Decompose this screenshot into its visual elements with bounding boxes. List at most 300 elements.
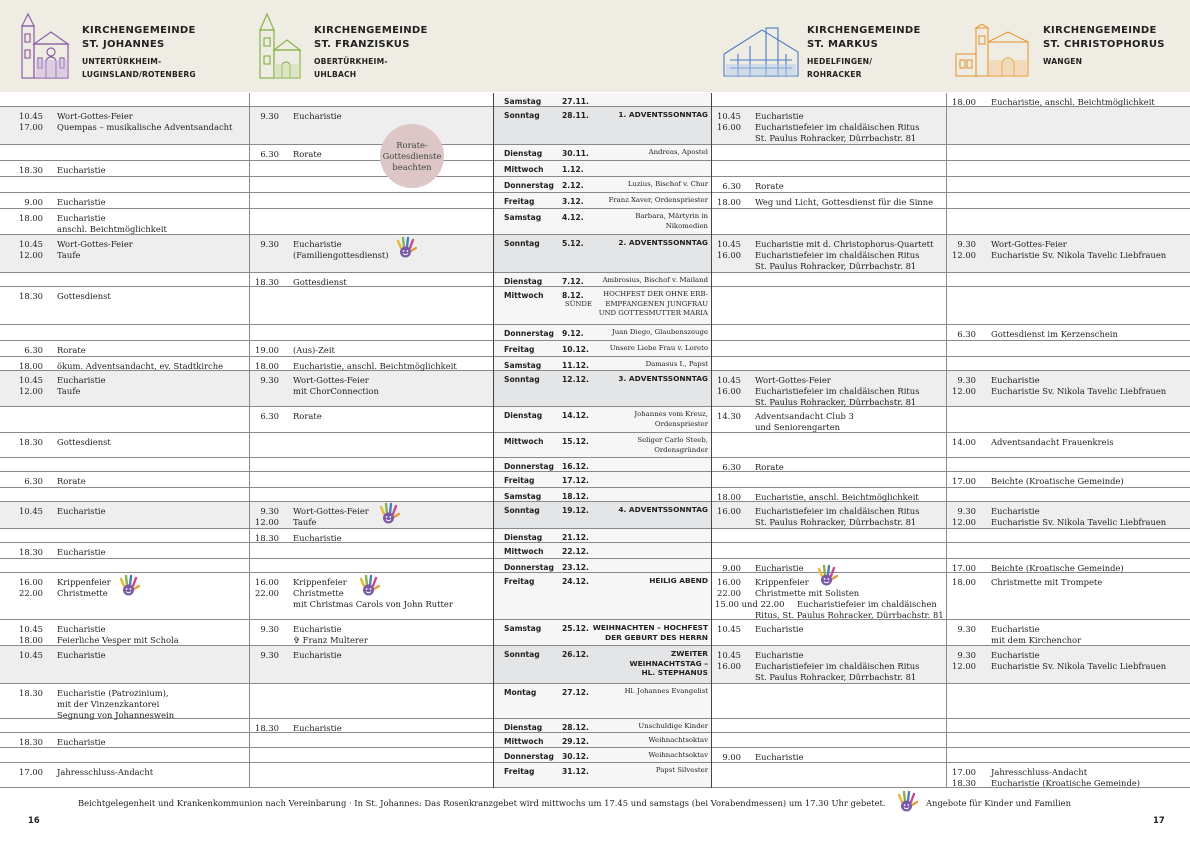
event-title: Eucharistie mit d. Christophorus-Quartett (755, 239, 934, 249)
event-time: 18.00 (19, 213, 43, 223)
feast-label: Juan Diego, Glaubenszeuge (611, 328, 708, 336)
table-cell (947, 684, 1190, 718)
weekday-label: Sonntag (504, 650, 540, 659)
event-title: Gottesdienst (293, 277, 347, 287)
table-row (0, 684, 1190, 719)
parish-title-line1: KIRCHENGEMEINDE (807, 25, 921, 36)
family-hand-icon (378, 502, 400, 524)
table-row (0, 341, 1190, 357)
table-cell (712, 719, 946, 732)
event-title: St. Paulus Rohracker, Dürrbachstr. 81 (755, 261, 917, 271)
event-title: St. Paulus Rohracker, Dürrbachstr. 81 (755, 672, 917, 682)
table-cell (712, 325, 946, 340)
table-cell (250, 341, 493, 356)
event-title: Rorate (57, 345, 86, 355)
date-label: 19.12. (562, 506, 589, 515)
table-row (0, 407, 1190, 433)
weekday-label: Montag (504, 688, 537, 697)
table-cell (712, 458, 946, 471)
table-cell (947, 733, 1190, 747)
table-row (0, 177, 1190, 193)
event-time: 22.00 (255, 588, 279, 598)
event-title: Rorate (57, 476, 86, 486)
feast-label: WEIHNACHTEN – HOCHFEST (592, 623, 708, 632)
event-time: 9.30 (957, 650, 976, 660)
table-cell (712, 93, 946, 106)
date-label: 23.12. (562, 563, 589, 572)
table-cell (947, 145, 1190, 160)
event-time: 18.30 (19, 737, 43, 747)
table-cell (0, 529, 249, 542)
table-cell (250, 646, 493, 683)
event-title: Eucharistie (755, 624, 804, 634)
event-title: Adventsandacht Frauenkreis (991, 437, 1114, 447)
weekday-label: Dienstag (504, 411, 543, 420)
table-cell (250, 433, 493, 457)
event-title: Eucharistie (57, 547, 106, 557)
table-row (0, 458, 1190, 472)
event-title: Wort-Gottes-Feier (57, 111, 133, 121)
event-time: 9.00 (722, 752, 741, 762)
family-hand-icon (816, 564, 838, 586)
table-cell (250, 684, 493, 718)
feast-label: 1. ADVENTSSONNTAG (618, 110, 708, 119)
event-time: 6.30 (24, 345, 43, 355)
table-row (0, 620, 1190, 646)
parish-title-line1: KIRCHENGEMEINDE (1043, 25, 1157, 36)
event-title: Wort-Gottes-Feier (293, 506, 369, 516)
event-time: 18.00 (19, 635, 43, 645)
weekday-label: Donnerstag (504, 563, 554, 572)
table-cell (250, 161, 493, 176)
event-time: 10.45 (717, 239, 741, 249)
event-title: Eucharistiefeier im chaldäischen Ritus (755, 661, 920, 671)
event-time: 16.00 (717, 506, 741, 516)
footer-note: Beichtgelegenheit und Krankenkommunion nach Vereinbarung · In St. Johannes: Das Rosenkranzgebet wird mittwochs um 17.45 und samstags (bei Vorabendmessen) um 17.30 Uhr gebetet. (78, 798, 886, 808)
feast-label: ZWEITER (670, 649, 708, 658)
table-cell (0, 458, 249, 471)
event-title: Eucharistie (293, 239, 342, 249)
event-title: ✞ Franz Multerer (293, 635, 368, 645)
date-label: 24.12. (562, 577, 589, 586)
table-cell (947, 341, 1190, 356)
table-cell (0, 325, 249, 340)
date-label: 8.12. (562, 291, 584, 300)
table-cell (250, 502, 493, 528)
feast-label: Weihnachtsoktav (648, 736, 708, 744)
event-time: 9.30 (957, 624, 976, 634)
event-title: Adventsandacht Club 3 (755, 411, 854, 421)
feast-label: DER GEBURT DES HERRN (604, 632, 708, 642)
weekday-label: Freitag (504, 197, 535, 206)
event-title: Gottesdienst (57, 437, 111, 447)
parish-district: WANGEN (1043, 57, 1083, 66)
date-label: 11.12. (562, 361, 589, 370)
feast-label: Papst Silvester (655, 766, 708, 774)
event-time: 10.45 (717, 375, 741, 385)
event-time: 9.00 (24, 197, 43, 207)
family-hand-icon (896, 790, 918, 812)
date-label: 27.12. (562, 688, 589, 697)
parish-title-line2: ST. CHRISTOPHORUS (1043, 39, 1165, 50)
table-cell (712, 733, 946, 747)
feast-label: Unsere Liebe Frau v. Loreto (609, 344, 708, 352)
table-cell (947, 287, 1190, 324)
table-row (0, 287, 1190, 325)
table-cell (250, 719, 493, 732)
event-title: Eucharistie (57, 650, 106, 660)
event-time: 9.30 (260, 239, 279, 249)
event-title: (Familiengottesdienst) (293, 250, 389, 260)
event-time: 6.30 (260, 149, 279, 159)
event-time: 12.00 (19, 386, 43, 396)
event-time: 18.30 (19, 165, 43, 175)
event-time: 18.00 (952, 577, 976, 587)
church-st-franziskus-icon (254, 12, 302, 80)
event-title: Eucharistie, anschl. Beichtmöglichkeit (755, 492, 919, 502)
event-time: 6.30 (24, 476, 43, 486)
table-cell (947, 748, 1190, 762)
event-time: 6.30 (957, 329, 976, 339)
event-time: 9.30 (957, 506, 976, 516)
event-time: 17.00 (19, 767, 43, 777)
event-time: 10.45 (19, 375, 43, 385)
rorate-badge: Rorate- Gottesdienste beachten (380, 124, 444, 188)
date-label: 5.12. (562, 239, 584, 248)
weekday-label: Mittwoch (504, 737, 544, 746)
date-label: 12.12. (562, 375, 589, 384)
event-title: Wort-Gottes-Feier (293, 375, 369, 385)
table-row (0, 193, 1190, 209)
column-divider (249, 93, 250, 788)
event-title: Eucharistie (57, 197, 106, 207)
table-cell (712, 145, 946, 160)
event-time: 16.00 (717, 661, 741, 671)
parish-district: UNTERTÜRKHEIM- LUGINSLAND/ROTENBERG (82, 57, 196, 79)
table-cell (250, 543, 493, 558)
event-time: 6.30 (722, 181, 741, 191)
table-cell (712, 287, 946, 324)
table-cell (250, 177, 493, 192)
column-divider (711, 93, 712, 788)
family-hand-icon (395, 236, 417, 258)
table-cell (0, 145, 249, 160)
event-time: 18.30 (255, 277, 279, 287)
weekday-label: Dienstag (504, 723, 543, 732)
event-title: Wort-Gottes-Feier (57, 239, 133, 249)
event-time: 17.00 (952, 563, 976, 573)
feast-label: WEIHNACHTSTAG – (629, 658, 708, 668)
event-title: Eucharistie (57, 737, 106, 747)
table-cell (0, 488, 249, 501)
parish-district: HEDELFINGEN/ ROHRACKER (807, 57, 873, 79)
event-title: Eucharistie (991, 650, 1040, 660)
event-title: Christmette mit Solisten (755, 588, 860, 598)
date-label: 28.12. (562, 723, 589, 732)
date-label: 4.12. (562, 213, 584, 222)
event-title: Segnung von Johanneswein (57, 710, 175, 720)
date-label: 18.12. (562, 492, 589, 501)
date-label: 17.12. (562, 476, 589, 485)
event-title: Jahresschluss-Andacht (57, 767, 154, 777)
table-row (0, 325, 1190, 341)
parish-title-line2: ST. JOHANNES (82, 39, 165, 50)
date-label: 14.12. (562, 411, 589, 420)
table-cell (712, 748, 946, 762)
event-title: Christmette (293, 588, 344, 598)
weekday-label: Freitag (504, 345, 535, 354)
event-title: St. Paulus Rohracker, Dürrbachstr. 81 (755, 133, 917, 143)
table-cell (250, 407, 493, 432)
event-title: St. Paulus Rohracker, Dürrbachstr. 81 (755, 397, 917, 407)
table-row (0, 559, 1190, 573)
event-time: 12.00 (255, 517, 279, 527)
date-label: 16.12. (562, 462, 589, 471)
event-title: (Aus)-Zeit (293, 345, 335, 355)
table-cell (250, 145, 493, 160)
date-label: 2.12. (562, 181, 584, 190)
event-title: Jahresschluss-Andacht (991, 767, 1088, 777)
event-title: Krippenfeier (57, 577, 111, 587)
event-title: Eucharistiefeier im chaldäischen Ritus (755, 122, 920, 132)
table-cell (947, 209, 1190, 234)
feast-label: Andreas, Apostel (648, 148, 708, 156)
feast-label: Weihnachtsoktav (648, 751, 708, 759)
table-cell (250, 287, 493, 324)
table-cell (712, 529, 946, 542)
event-title: Eucharistie (755, 111, 804, 121)
table-cell (712, 161, 946, 176)
table-cell (250, 488, 493, 501)
event-title: Eucharistie (991, 506, 1040, 516)
event-title: Eucharistie (293, 111, 342, 121)
weekday-label: Samstag (504, 361, 542, 370)
date-label: 26.12. (562, 650, 589, 659)
event-title: Eucharistie (57, 165, 106, 175)
weekday-label: Freitag (504, 767, 535, 776)
column-divider (946, 93, 947, 788)
event-time: 17.00 (19, 122, 43, 132)
parish-st-markus (807, 24, 921, 81)
event-title: Taufe (293, 517, 317, 527)
event-title: anschl. Beichtmöglichkeit (57, 224, 167, 234)
table-cell (712, 209, 946, 234)
event-title: Eucharistie (57, 213, 106, 223)
table-row (0, 161, 1190, 177)
feast-label: Ordensgründer (654, 445, 708, 454)
date-label: 7.12. (562, 277, 584, 286)
parish-st-franziskus (314, 24, 428, 81)
date-label: 3.12. (562, 197, 584, 206)
event-title: Eucharistie, anschl. Beichtmöglichkeit (991, 97, 1155, 107)
event-time: 14.00 (952, 437, 976, 447)
table-cell (947, 407, 1190, 432)
feast-label: 4. ADVENTSSONNTAG (618, 505, 708, 514)
event-time: 16.00 (255, 577, 279, 587)
table-cell (712, 273, 946, 286)
table-row (0, 472, 1190, 488)
event-time: 9.30 (957, 375, 976, 385)
table-cell (250, 763, 493, 787)
event-title: mit Christmas Carols von John Rutter (293, 599, 453, 609)
table-cell (947, 273, 1190, 286)
date-label: 28.11. (562, 111, 589, 120)
weekday-label: Donnerstag (504, 181, 554, 190)
event-time: 9.30 (957, 239, 976, 249)
weekday-label: Sonntag (504, 111, 540, 120)
table-cell (250, 107, 493, 144)
weekday-label: Sonntag (504, 239, 540, 248)
event-time: 10.45 (19, 624, 43, 634)
table-cell (0, 748, 249, 762)
table-cell (947, 719, 1190, 732)
feast-label: Johannes vom Kreuz, (634, 410, 708, 418)
event-time: 10.45 (19, 506, 43, 516)
event-title: Gottesdienst im Kerzenschein (991, 329, 1118, 339)
event-title: Eucharistie (755, 563, 804, 573)
event-time: 9.30 (260, 624, 279, 634)
weekday-label: Donnerstag (504, 329, 554, 338)
table-cell (250, 325, 493, 340)
event-title: Rorate (293, 411, 322, 421)
table-cell (250, 748, 493, 762)
table-row (0, 748, 1190, 763)
feast-label: Hl. Johannes Evangelist (624, 687, 708, 695)
event-time: 12.00 (952, 517, 976, 527)
event-time: 6.30 (260, 411, 279, 421)
date-label: 30.12. (562, 752, 589, 761)
table-row (0, 273, 1190, 287)
feast-label: Nikomedien (665, 221, 708, 230)
event-time: 12.00 (19, 250, 43, 260)
date-label: 27.11. (562, 97, 589, 106)
table-row (0, 502, 1190, 529)
event-time: 18.30 (952, 778, 976, 788)
date-label: 21.12. (562, 533, 589, 542)
parish-title-line2: ST. MARKUS (807, 39, 879, 50)
event-time: 17.00 (952, 476, 976, 486)
date-label: 1.12. (562, 165, 584, 174)
event-time: 18.00 (717, 492, 741, 502)
table-cell (250, 559, 493, 572)
event-title: Beichte (Kroatische Gemeinde) (991, 476, 1124, 486)
family-hand-icon (358, 574, 380, 596)
event-time: 10.45 (717, 624, 741, 634)
event-title: mit dem Kirchenchor (991, 635, 1082, 645)
event-time: 16.00 (717, 250, 741, 260)
event-title: Eucharistie Sv. Nikola Tavelic Liebfrauen (991, 250, 1167, 260)
table-cell (250, 93, 493, 106)
event-time: 14.30 (717, 411, 741, 421)
feast-label: UND GOTTESMUTTER MARIA (598, 309, 708, 317)
event-time: 18.00 (952, 97, 976, 107)
event-title: Krippenfeier (755, 577, 809, 587)
date-label: 31.12. (562, 767, 589, 776)
table-cell (947, 529, 1190, 542)
church-st-christophorus-icon (954, 24, 1032, 78)
table-cell (0, 559, 249, 572)
weekday-label: Donnerstag (504, 752, 554, 761)
event-title: Wort-Gottes-Feier (755, 375, 831, 385)
event-time: 9.30 (260, 650, 279, 660)
event-title: Eucharistie (57, 624, 106, 634)
table-row (0, 371, 1190, 407)
feast-label: Luzius, Bischof v. Chur (627, 180, 708, 188)
event-title: Wort-Gottes-Feier (991, 239, 1067, 249)
date-label: 10.12. (562, 345, 589, 354)
table-cell (712, 433, 946, 457)
date-label: 15.12. (562, 437, 589, 446)
table-cell (712, 543, 946, 558)
table-cell (947, 543, 1190, 558)
date-label: 25.12. (562, 624, 589, 633)
event-time: 12.00 (952, 386, 976, 396)
feast-label: Unschuldige Kinder (638, 722, 708, 730)
event-time: 9.30 (260, 111, 279, 121)
event-title: Eucharistie (293, 533, 342, 543)
event-time: 9.30 (260, 375, 279, 385)
event-time: 10.45 (19, 650, 43, 660)
event-title: mit ChorConnection (293, 386, 379, 396)
event-time: 18.30 (19, 291, 43, 301)
event-time: 22.00 (717, 588, 741, 598)
event-time: 10.45 (19, 111, 43, 121)
table-row (0, 733, 1190, 748)
event-time: 18.00 (717, 197, 741, 207)
table-row (0, 763, 1190, 788)
table-cell (712, 684, 946, 718)
table-cell (250, 733, 493, 747)
table-row (0, 529, 1190, 543)
church-st-markus-icon (722, 24, 800, 78)
event-time: 16.00 (717, 577, 741, 587)
feast-label: Franz Xaver, Ordenspriester (608, 196, 708, 204)
footer-legend: Angebote für Kinder und Familien (926, 798, 1071, 808)
event-title: Eucharistie (755, 650, 804, 660)
table-row (0, 93, 1190, 107)
parish-st-johannes (82, 24, 196, 81)
weekday-label: Sonntag (504, 375, 540, 384)
event-title: Eucharistie (57, 506, 106, 516)
event-title: Feierliche Vesper mit Schola (57, 635, 179, 645)
event-time: 6.30 (722, 462, 741, 472)
date-label: 9.12. (562, 329, 584, 338)
feast-label: HOCHFEST DER OHNE ERB- (603, 290, 708, 298)
table-cell (250, 209, 493, 234)
event-title: Eucharistie Sv. Nikola Tavelic Liebfrauen (991, 386, 1167, 396)
table-cell (947, 193, 1190, 208)
event-title: Eucharistiefeier im chaldäischen Ritus (755, 506, 920, 516)
event-title: Krippenfeier (293, 577, 347, 587)
table-row (0, 209, 1190, 235)
parish-title-line2: ST. FRANZISKUS (314, 39, 410, 50)
event-time: 16.00 (19, 577, 43, 587)
event-time: 10.45 (717, 650, 741, 660)
table-cell (250, 529, 493, 542)
event-title: Eucharistiefeier im chaldäischen Ritus (755, 250, 920, 260)
date-label: SÜNDE (564, 300, 592, 308)
event-title: ökum. Adventsandacht, ev. Stadtkirche (57, 361, 224, 371)
event-time: 18.30 (19, 437, 43, 447)
table-cell (250, 472, 493, 487)
weekday-label: Mittwoch (504, 437, 544, 446)
event-time: 18.30 (255, 723, 279, 733)
event-time: 18.30 (19, 547, 43, 557)
church-st-johannes-icon (18, 12, 72, 80)
column-divider (493, 93, 494, 788)
event-title: Eucharistie (293, 723, 342, 733)
table-cell (947, 177, 1190, 192)
